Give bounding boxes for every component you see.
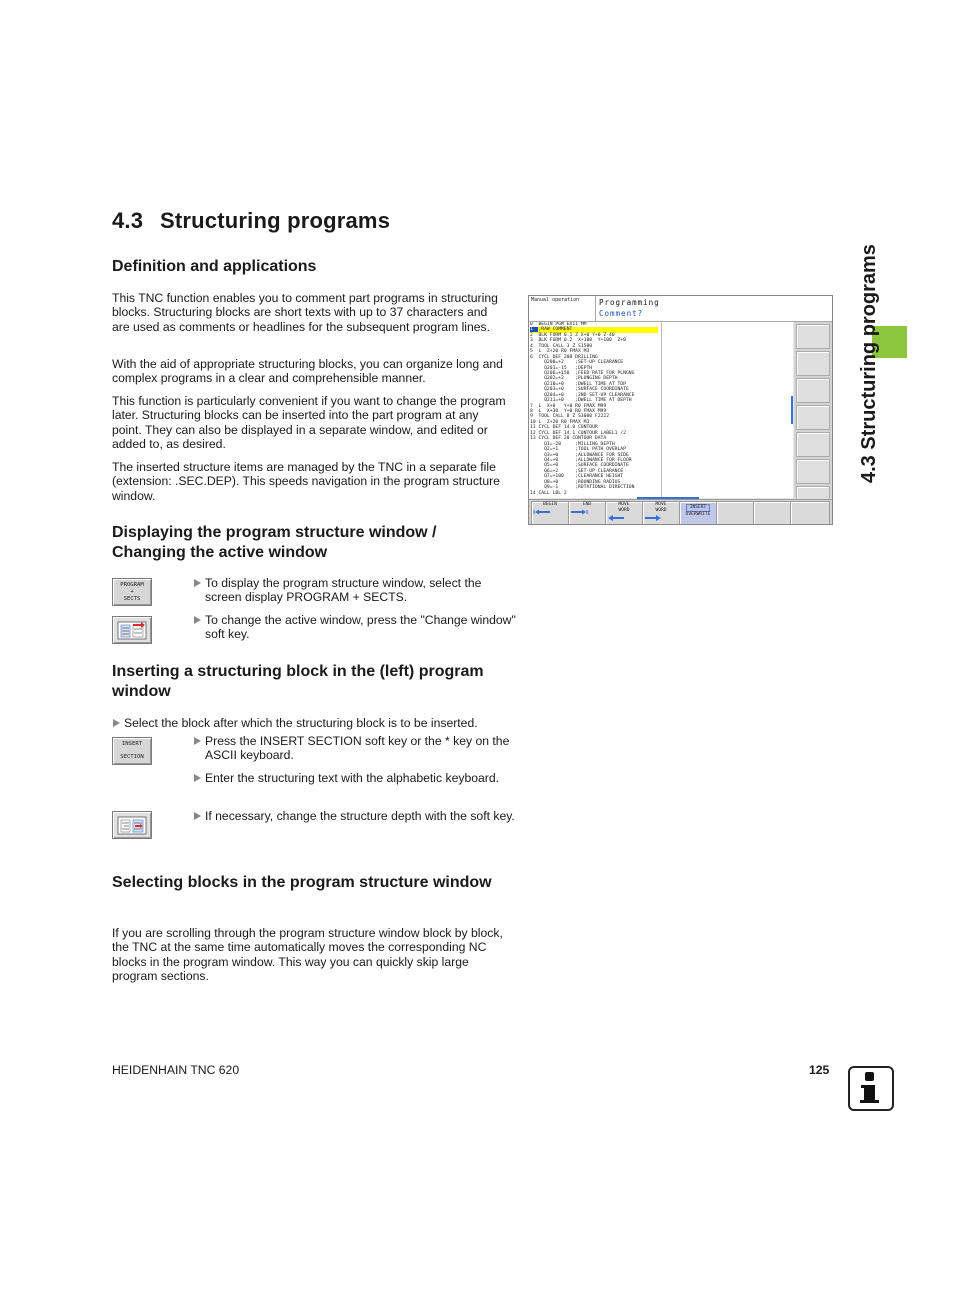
heading-definition: Definition and applications <box>112 258 317 275</box>
program-line: 9 TOOL CALL 8 Z S3000 F2222 <box>530 414 610 420</box>
step-structure-depth: If necessary, change the structure depth with the soft key. <box>193 809 520 823</box>
vertical-softkey <box>796 432 830 457</box>
softkey-label: WORD <box>618 508 630 513</box>
info-icon <box>848 1066 894 1111</box>
program-line: Q210=+0 ;DWELL TIME AT TOP <box>530 381 626 387</box>
step-display-structure: To display the program structure window, select the screen display PROGRAM + SECTS. <box>193 576 520 605</box>
structure-depth-softkey <box>112 811 152 839</box>
softkey-label: WORD <box>655 508 667 513</box>
program-line: 13 CYCL DEF 20 CONTOUR DATA <box>530 436 607 442</box>
program-line: Q9=-1 ;ROTATIONAL DIRECTION <box>530 485 635 491</box>
softkey-label: BEGIN <box>543 502 557 507</box>
screen-mode: Manual operation <box>531 297 580 303</box>
arrow-left-icon <box>606 515 626 521</box>
program-line: 10 L Z+20 R0 FMAX M3 <box>530 419 590 425</box>
step-select-block: Select the block after which the structuring block is to be inserted. <box>112 716 520 730</box>
softkey-begin <box>531 501 569 525</box>
program-line: Q2=+1 ;TOOL PATH OVERLAP <box>530 447 626 453</box>
program-sects-softkey <box>112 578 152 606</box>
structure-window <box>661 322 793 498</box>
program-line: 7 L X+0 Y+0 R0 FMAX M99 <box>530 403 607 409</box>
program-line: 6 CYCL DEF 200 DRILLING <box>530 354 598 360</box>
horizontal-softkey-bar <box>529 499 832 525</box>
program-line: Q8=+0 ;ROUNDING RADIUS <box>530 479 621 485</box>
arrow-right-icon <box>569 509 589 515</box>
paragraph-definition-3: This function is particularly convenient if you want to change the program later. Structuring blocks can be inserted into the part program at any point. They can also be displayed in a separate window, and edited or added to, as desired. <box>112 394 506 451</box>
softkey-line: SECTION <box>120 754 144 760</box>
vertical-softkey-bar <box>794 322 832 498</box>
program-line: Q201=-15 ;DEPTH <box>530 365 593 371</box>
softkey-end <box>568 501 606 525</box>
heading-displaying: Displaying the program structure window / Changing the active window <box>112 524 437 561</box>
program-line: 4 TOOL CALL 3 Z S1500 <box>530 343 593 349</box>
program-line: 2 BLK FORM 0.1 Z X+0 Y+0 Z-40 <box>530 332 615 338</box>
softkey-label: MOVE <box>655 502 667 507</box>
program-line: 1 ;RAW COMMENT <box>530 327 662 332</box>
softkey-label: END <box>582 502 592 507</box>
program-listing <box>529 322 662 498</box>
softkey-empty <box>790 501 830 525</box>
change-window-softkey <box>112 616 152 644</box>
screen-header <box>529 296 832 322</box>
vertical-softkey <box>796 324 830 349</box>
softkey-line: PROGRAM <box>120 581 144 588</box>
paragraph-selecting: If you are scrolling through the program structure window block by block, the TNC at the same time automatically moves the corresponding NC blocks in the program window. This way you can quickly skip large program sections. <box>112 926 503 983</box>
softkey-move-word-left <box>605 501 643 525</box>
heading-selecting: Selecting blocks in the program structure window <box>112 874 492 891</box>
program-line: Q200=+2 ;SET-UP CLEARANCE <box>530 360 624 366</box>
program-line: 11 CYCL DEF 14.0 CONTOUR <box>530 425 598 431</box>
screen-prompt: Comment? <box>599 309 644 318</box>
vertical-softkey <box>796 378 830 403</box>
change-window-icon <box>115 619 149 641</box>
structure-depth-icon <box>115 814 149 836</box>
heading-inserting: Inserting a structuring block in the (left) program window <box>112 663 484 700</box>
program-line: Q3=+0 ;ALLOWANCE FOR SIDE <box>530 452 629 458</box>
program-line: Q1=-20 ;MILLING DEPTH <box>530 441 615 447</box>
softkey-move-word-right <box>642 501 680 525</box>
softkey-line: INSERT <box>121 741 143 747</box>
section-title-text: Structuring programs <box>160 208 391 233</box>
softkey-label: INSERT <box>686 504 711 512</box>
step-press-insert: Press the INSERT SECTION soft key or the * key on the ASCII keyboard. <box>193 734 520 763</box>
program-line: Q211=+0 ;DWELL TIME AT DEPTH <box>530 398 632 404</box>
footer-product: HEIDENHAIN TNC 620 <box>112 1063 240 1077</box>
step-enter-text: Enter the structuring text with the alphabetic keyboard. <box>193 771 520 785</box>
screen-title: Programming <box>599 298 660 307</box>
softkey-empty <box>753 501 791 525</box>
arrow-left-icon <box>532 509 552 515</box>
softkey-empty <box>716 501 754 525</box>
program-line: 3 BLK FORM 0.2 X+100 Y+100 Z+0 <box>530 338 626 344</box>
program-line: Q204=+0 ;2ND SET-UP CLEARANCE <box>530 392 635 398</box>
insert-section-softkey <box>112 737 152 765</box>
program-line: Q202=+2 ;PLUNGING DEPTH <box>530 376 618 382</box>
page-number: 125 <box>809 1063 830 1077</box>
side-tab-label: 4.3 Structuring programs <box>858 244 880 483</box>
program-line: 5 L Z+20 R0 FMAX M3 <box>530 349 590 355</box>
program-line: Q5=+0 ;SURFACE COORDINATE <box>530 463 629 469</box>
step-change-window: To change the active window, press the "Change window" soft key. <box>193 613 520 642</box>
program-line: Q203=+0 ;SURFACE COORDINATE <box>530 387 629 393</box>
tnc-screenshot <box>528 295 833 525</box>
paragraph-definition-2: With the aid of appropriate structuring blocks, you can organize long and complex programs in a clear and comprehensible manner. <box>112 357 503 386</box>
program-line: 14 CALL LBL 2 <box>530 490 567 496</box>
softkey-line: SECTS <box>123 595 141 602</box>
arrow-right-icon <box>643 515 663 521</box>
softkey-insert-overwrite <box>679 501 717 525</box>
softkey-label: OVERWRITE <box>685 512 711 517</box>
section-number: 4.3 <box>112 208 144 233</box>
program-line: 0 BEGIN PGM EX11 MM <box>530 322 587 327</box>
program-line: 12 CYCL DEF 14.1 CONTOUR LABEL1 /2 <box>530 430 626 436</box>
softkey-label: MOVE <box>618 502 630 507</box>
vertical-softkey <box>796 405 830 430</box>
softkey-line: + <box>130 588 134 595</box>
vertical-softkey <box>796 459 830 484</box>
program-line: Q4=+0 ;ALLOWANCE FOR FLOOR <box>530 457 632 463</box>
program-line: Q206=+150 ;FEED RATE FOR PLNGNG <box>530 370 635 376</box>
program-line: Q7=+100 ;CLEARANCE HEIGHT <box>530 474 624 480</box>
vertical-softkey <box>796 351 830 376</box>
program-line: Q6=+2 ;SET-UP CLEARANCE <box>530 468 624 474</box>
paragraph-definition-1: This TNC function enables you to comment part programs in structuring blocks. Structuring blocks are short texts with up to 37 characters and are used as comments or headlines for the subsequent program lines. <box>112 291 498 334</box>
screen-title-box <box>595 296 832 321</box>
program-line: 8 L X+30 Y+0 R0 FMAX M99 <box>530 409 607 414</box>
paragraph-definition-4: The inserted structure items are managed by the TNC in a separate file (extension: .SEC.DEP). This speeds navigation in the program structure window. <box>112 460 500 503</box>
page-title <box>112 208 390 234</box>
vertical-scroll-indicator <box>791 396 793 424</box>
